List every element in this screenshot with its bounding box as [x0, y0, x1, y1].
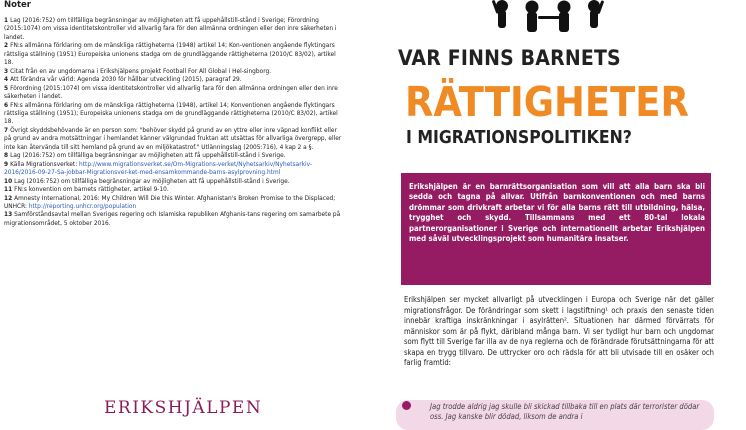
note-item	[4, 101, 342, 126]
note-number: 13	[4, 210, 13, 219]
note-item	[4, 67, 342, 75]
note-text: Att förändra vår värld: Agenda 2030 för hållbar utveckling (2015), paragraf 29.	[10, 75, 242, 84]
note-text: Lag (2016:752) om tillfälliga begränsningar av möjligheten att få uppehållstill-stånd i Sverige.	[10, 151, 286, 160]
note-text: Amnesty International, 2016: My Children Will Die this Winter. Afghanistan's Broken Promise to the Displaced; UNHCR:	[4, 193, 336, 210]
note-text: FN:s allmänna förklaring om de mänskliga rättigheterna (1948), artikel 14; Konventionen angående flyktingars rättsliga ställning (1951); Europeiska unionens stadga om de grundläggande rättigheterna (2010/C 83/02), artikel 18.	[4, 100, 338, 126]
note-text: FN:s konvention om barnets rättigheter, artikel 9-10.	[14, 185, 169, 194]
title-line-1: VAR FINNS BARNETS	[398, 46, 621, 70]
note-number: 9	[4, 159, 9, 168]
children-figures-illustration	[488, 0, 608, 34]
note-text: Citat från en av ungdomarna i Erikshjälpens projekt Football For All Global i Hel-singborg.	[10, 66, 272, 75]
note-text: Förordning (2015:1074) om vissa identitetskontroller vid allvarlig fara för den allmänna ordningen eller den inre säkerheten i landet.	[4, 83, 338, 101]
note-item	[4, 75, 342, 83]
note-item	[4, 16, 342, 41]
body-paragraph: Erikshjälpen ser mycket allvarligt på utvecklingen i Europa och Sverige när det gäller migrationsfrågor. De förändringar som skett i lagstiftning¹ och praxis den senaste tiden innebär kraftiga inskränkningar i asylrätten². Situationen har därmed förvärrats för människor som är på flykt, däribland många barn. Vi ser tydligt hur barn och ungdomar som flytt till Sverige far illa av de nya reglerna och de förändrade förutsättningarna för att skapa en trygg tillvaro. De uttrycker oro och rädsla för att bli utvisade till en osäker och farlig framtid:	[404, 295, 714, 367]
note-number: 1	[4, 16, 9, 24]
note-number: 2	[4, 41, 9, 50]
quote-bubble	[396, 400, 714, 430]
note-text: Övrigt skyddsbehövande är en person som: "behöver skydd på grund av en yttre eller inre väpnad konflikt eller på grund av andra motsättningar i hemlandet känner välgrundad fruktan att utsättas för allvarliga övergrepp, eller inte kan återvända till sitt hemland på grund av en miljökatastrof." Utlänningslag (2005:716), 4 kap 2 a §.	[4, 125, 342, 151]
note-link[interactable]: http://www.migrationsverket.se/Om-Migrations-verket/Nyhetsarkiv/Nyhetsarkiv-2016/2016-09-27-Sa-jobbar-Migrationsver-ket-med-ensamkommande-barns-asylprovning.html	[4, 159, 313, 177]
notes-title: Noter	[4, 0, 31, 10]
notes-list	[4, 16, 342, 227]
erikshjalpen-logo: ERIKSHJÄLPEN	[104, 398, 263, 418]
quote-icon	[402, 401, 411, 410]
note-number: 8	[4, 151, 9, 160]
notes-column	[0, 0, 368, 419]
note-item	[4, 160, 342, 177]
title-line-2: RÄTTIGHETER	[405, 78, 689, 126]
note-item	[4, 84, 342, 101]
note-number: 10	[4, 176, 13, 185]
note-item	[4, 177, 342, 185]
note-item	[4, 126, 342, 151]
intro-box-text: Erikshjälpen är en barnrättsorganisation som vill att alla barn ska bli sedda och tagna på allvar. Utifrån barnkonventionen och med barns drömmar som drivkraft arbetar vi för alla barns rätt till utbildning, hälsa, trygghet och skydd. Tillsammans med ett 80-tal lokala partnerorganisationer i Sverige och internationellt arbetar Erikshjälpen med såväl utvecklingsprojekt som humanitära insatser.	[409, 182, 705, 244]
note-number: 4	[4, 75, 9, 84]
note-text: Samförståndsavtal mellan Sveriges regering och Islamiska republiken Afghanis-tans regering om samarbete på migrationsområdet, 5 oktober 2016.	[4, 210, 341, 227]
note-item	[4, 185, 342, 193]
intro-box	[401, 173, 711, 285]
note-item	[4, 194, 342, 211]
note-text: FN:s allmänna förklaring om de mänskliga rättigheterna (1948) artikel 14; Kon-ventionen angående flyktingars rättsliga ställning (1951) Europeiska unionens stadga om de grundläggande rättigheterna (2010/C 83/02), artikel 18.	[4, 41, 336, 67]
note-number: 6	[4, 100, 9, 109]
main-column	[368, 0, 746, 419]
note-text: Lag (2016:752) om tillfälliga begränsningar av möjligheten att få uppehållstill-stånd i Sverige; Förordning (2015:1074) om vissa identitetskontroller vid allvarlig fara för den allmänna ordningen eller den inre säkerheten i landet.	[4, 16, 337, 41]
note-text: Källa Migrationsverket:	[10, 159, 80, 168]
note-number: 5	[4, 83, 9, 92]
title-line-3: I MIGRATIONSPOLITIKEN?	[406, 128, 632, 148]
note-item	[4, 210, 342, 227]
note-number: 3	[4, 66, 9, 75]
note-item	[4, 41, 342, 66]
note-text: Lag (2016:752) om tillfälliga begränsningar av möjligheten att få uppehållstill-stånd i Sverige.	[14, 176, 290, 185]
note-number: 11	[4, 185, 13, 194]
note-number: 12	[4, 193, 13, 202]
body-text	[404, 295, 714, 369]
note-item	[4, 151, 342, 159]
note-link[interactable]: http://reporting.unhcr.org/population	[28, 201, 137, 210]
note-number: 7	[4, 125, 9, 134]
quote-text: Jag trodde aldrig jag skulle bli skickad tillbaka till en plats där terrorister dödar oss. Jag kanske blir dödad, liksom de andra i	[430, 402, 700, 421]
